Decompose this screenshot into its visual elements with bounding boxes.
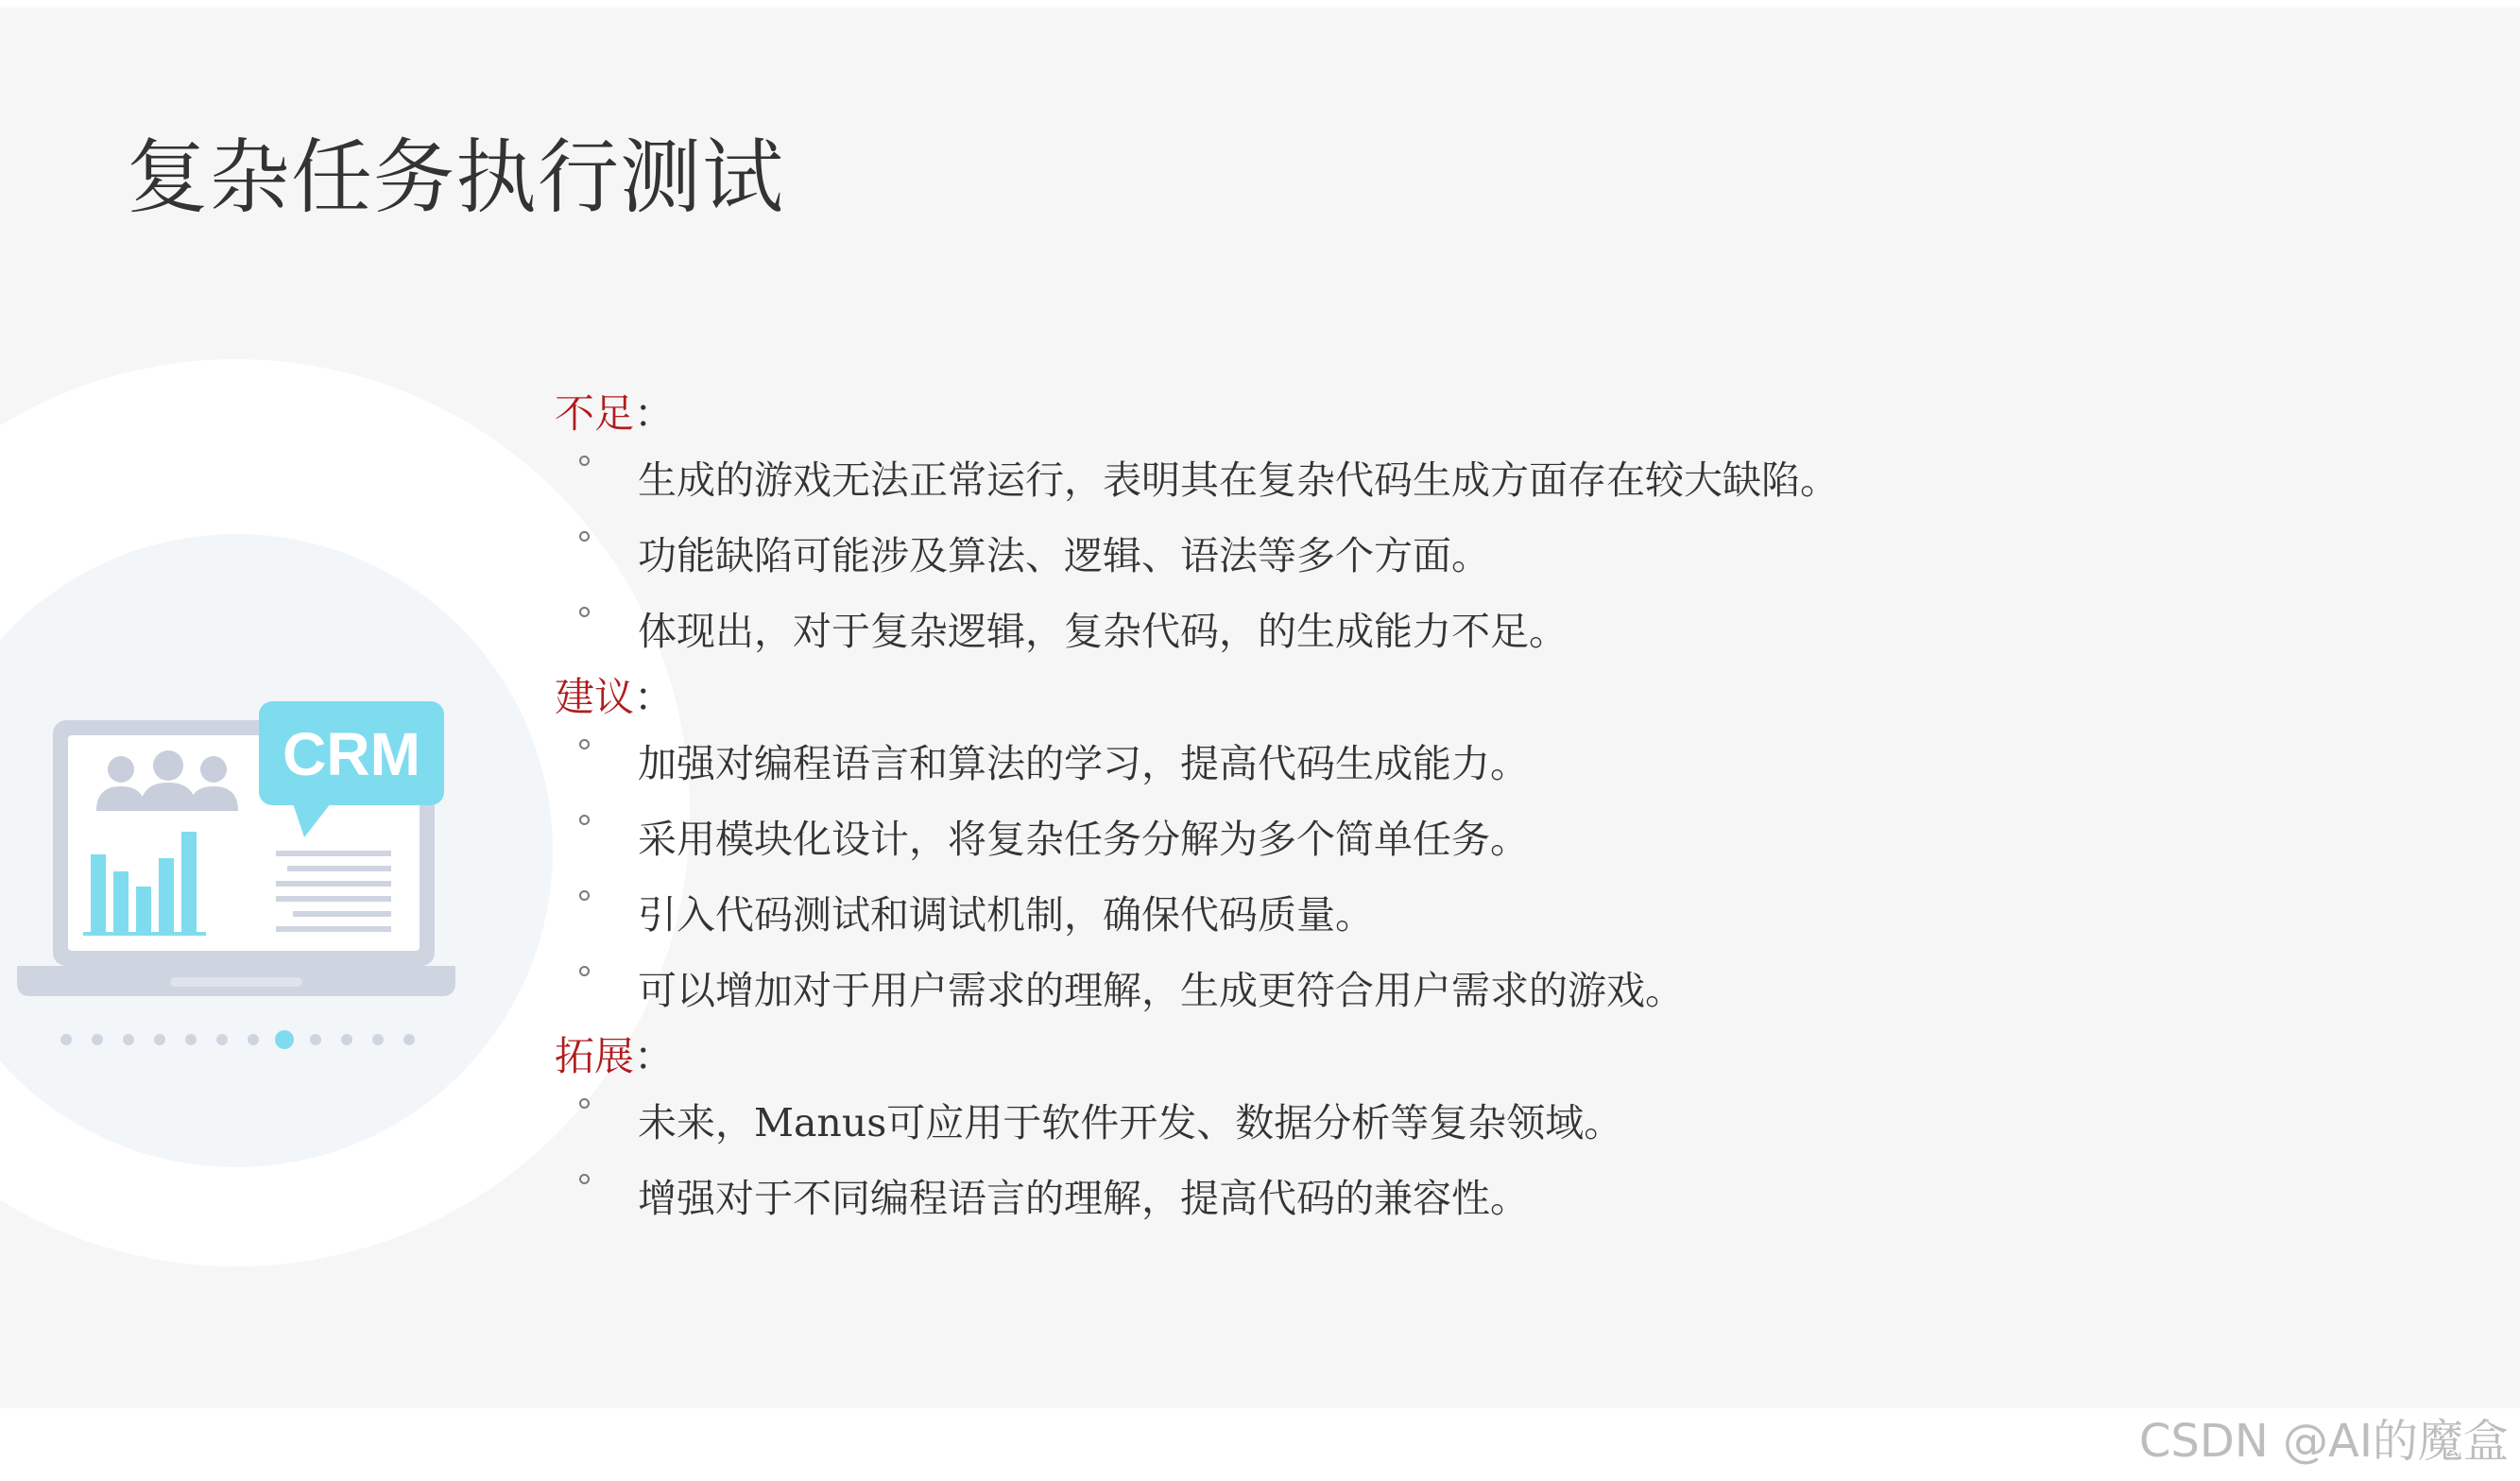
list-item: 生成的游戏无法正常运行，表明其在复杂代码生成方面存在较大缺陷。 bbox=[555, 442, 2255, 518]
list-item: 可以增加对于用户需求的理解，生成更符合用户需求的游戏。 bbox=[555, 953, 2255, 1028]
list-item: 未来，Manus可应用于软件开发、数据分析等复杂领域。 bbox=[555, 1085, 2255, 1161]
carousel-dot bbox=[92, 1034, 103, 1045]
section-heading: 拓展： bbox=[555, 1033, 675, 1079]
list-item: 采用模块化设计，将复杂任务分解为多个简单任务。 bbox=[555, 801, 2255, 877]
crm-laptop-icon bbox=[9, 688, 463, 1057]
section-suggestions bbox=[555, 669, 2255, 1028]
carousel-dots bbox=[60, 1030, 415, 1049]
laptop-hinge bbox=[170, 977, 302, 987]
section-shortcomings bbox=[555, 386, 2255, 669]
carousel-dot bbox=[372, 1034, 384, 1045]
crm-badge-text: CRM bbox=[283, 720, 420, 788]
bullet-circle-icon bbox=[579, 1174, 590, 1184]
carousel-dot bbox=[403, 1034, 415, 1045]
bullet-list bbox=[555, 726, 2255, 1028]
section-expansion bbox=[555, 1028, 2255, 1236]
carousel-dot bbox=[248, 1034, 259, 1045]
bullet-circle-icon bbox=[579, 966, 590, 976]
bullet-circle-icon bbox=[579, 456, 590, 466]
list-item: 功能缺陷可能涉及算法、逻辑、语法等多个方面。 bbox=[555, 518, 2255, 594]
slide-title: 复杂任务执行测试 bbox=[127, 130, 784, 225]
carousel-dot bbox=[310, 1034, 321, 1045]
csdn-watermark: CSDN @AI的魔盒 bbox=[2138, 1415, 2509, 1468]
carousel-dot bbox=[123, 1034, 134, 1045]
carousel-dot-active bbox=[275, 1030, 294, 1049]
bullet-circle-icon bbox=[579, 815, 590, 825]
list-item: 加强对编程语言和算法的学习，提高代码生成能力。 bbox=[555, 726, 2255, 801]
bullet-circle-icon bbox=[579, 890, 590, 901]
bullet-circle-icon bbox=[579, 1098, 590, 1109]
bullet-circle-icon bbox=[579, 531, 590, 542]
section-heading: 建议： bbox=[555, 674, 675, 720]
list-item: 体现出，对于复杂逻辑，复杂代码，的生成能力不足。 bbox=[555, 594, 2255, 669]
presentation-slide bbox=[0, 8, 2520, 1408]
carousel-dot bbox=[341, 1034, 352, 1045]
carousel-dot bbox=[60, 1034, 72, 1045]
carousel-dot bbox=[154, 1034, 165, 1045]
bullet-list bbox=[555, 1085, 2255, 1236]
bullet-circle-icon bbox=[579, 607, 590, 617]
section-heading: 不足： bbox=[555, 390, 675, 437]
list-item: 增强对于不同编程语言的理解，提高代码的兼容性。 bbox=[555, 1161, 2255, 1236]
carousel-dot bbox=[216, 1034, 228, 1045]
list-item: 引入代码测试和调试机制，确保代码质量。 bbox=[555, 877, 2255, 953]
content-area bbox=[555, 386, 2255, 1236]
bullet-list bbox=[555, 442, 2255, 669]
carousel-dot bbox=[185, 1034, 197, 1045]
bullet-circle-icon bbox=[579, 739, 590, 749]
